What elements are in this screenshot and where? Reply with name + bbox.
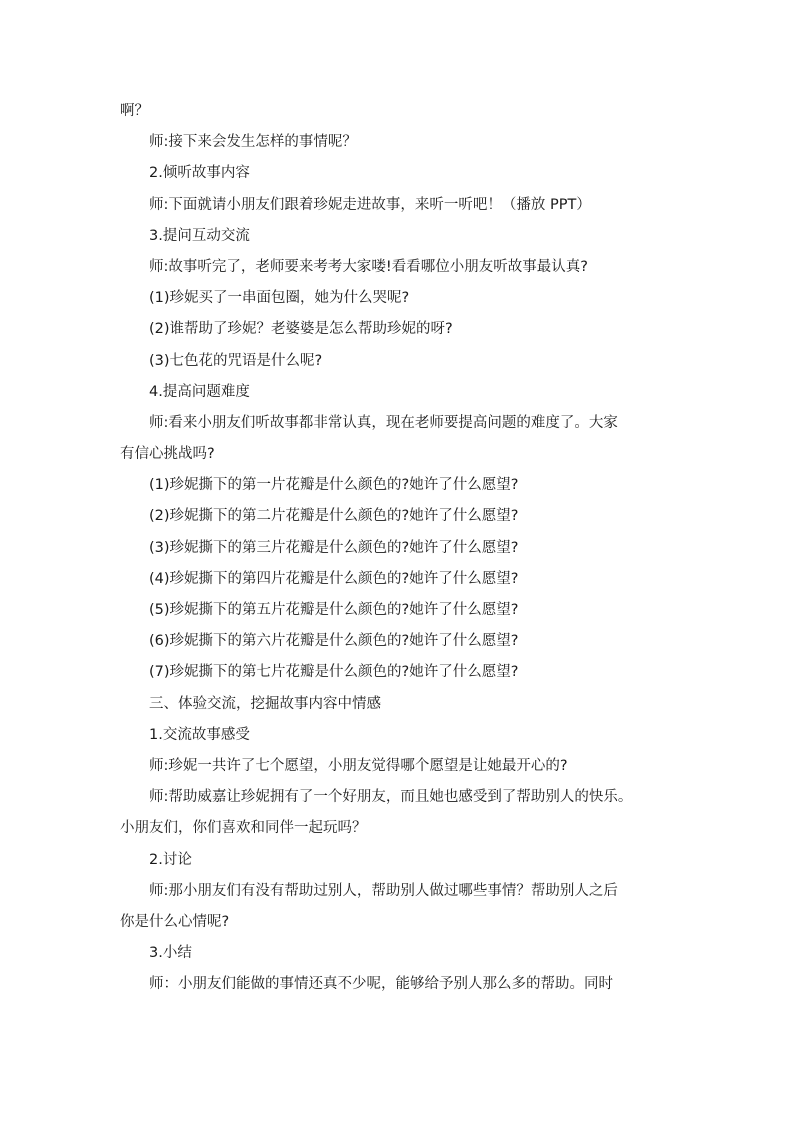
text-line: 师:故事听完了，老师要来考考大家喽!看看哪位小朋友听故事最认真? (149, 258, 588, 275)
text-line: 师:帮助威嘉让珍妮拥有了一个好朋友，而且她也感受到了帮助别人的快乐。 (149, 789, 633, 806)
text-line: 师:接下来会发生怎样的事情呢？ (149, 134, 357, 151)
text-line: (1)珍妮撕下的第一片花瓣是什么颜色的?她许了什么愿望? (149, 477, 519, 494)
text-line: 2.倾听故事内容 (149, 165, 250, 182)
text-line: 1.交流故事感受 (149, 726, 250, 743)
text-line: (6)珍妮撕下的第六片花瓣是什么颜色的?她许了什么愿望? (149, 633, 519, 650)
text-line: (1)珍妮买了一串面包圈，她为什么哭呢? (149, 290, 410, 307)
text-line: 你是什么心情呢? (120, 913, 230, 930)
text-line: 3.提问互动交流 (149, 227, 250, 244)
text-line: 2.讨论 (149, 851, 192, 868)
text-line: (3)珍妮撕下的第三片花瓣是什么颜色的?她许了什么愿望? (149, 539, 519, 556)
text-line: (2)珍妮撕下的第二片花瓣是什么颜色的?她许了什么愿望? (149, 508, 519, 525)
text-line: 啊？ (120, 103, 149, 119)
text-line: (3)七色花的咒语是什么呢? (149, 352, 323, 369)
text-line: (7)珍妮撕下的第七片花瓣是什么颜色的?她许了什么愿望? (149, 664, 519, 681)
text-line: (2)谁帮助了珍妮？老婆婆是怎么帮助珍妮的呀? (149, 321, 453, 338)
text-line: 师:珍妮一共许了七个愿望，小朋友觉得哪个愿望是让她最开心的? (149, 757, 568, 774)
document-body (120, 96, 676, 1000)
text-line: 三、体验交流，挖掘故事内容中情感 (149, 695, 381, 712)
text-line: 师:下面就请小朋友们跟着珍妮走进故事，来听一听吧！（播放 PPT） (149, 196, 591, 213)
text-line: 师:看来小朋友们听故事都非常认真，现在老师要提高问题的难度了。大家 (149, 414, 618, 431)
text-line: 师：小朋友们能做的事情还真不少呢，能够给予别人那么多的帮助。同时 (149, 976, 613, 993)
text-line: 3.小结 (149, 945, 192, 962)
text-line: 小朋友们，你们喜欢和同伴一起玩吗？ (120, 820, 367, 837)
text-line: (4)珍妮撕下的第四片花瓣是什么颜色的?她许了什么愿望? (149, 570, 519, 587)
text-line: (5)珍妮撕下的第五片花瓣是什么颜色的?她许了什么愿望? (149, 602, 519, 618)
text-line: 有信心挑战吗? (120, 446, 215, 463)
text-line: 师:那小朋友们有没有帮助过别人，帮助别人做过哪些事情？帮助别人之后 (149, 882, 618, 899)
text-line: 4.提高问题难度 (149, 383, 250, 400)
